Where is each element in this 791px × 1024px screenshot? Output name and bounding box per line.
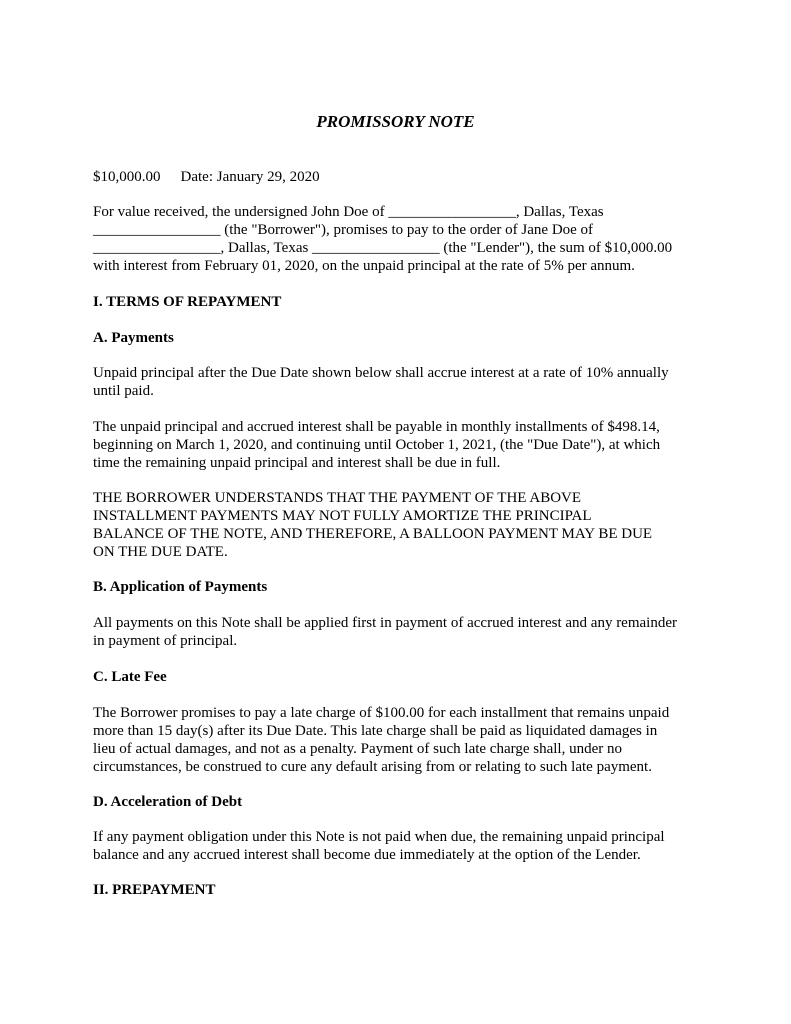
document-title: PROMISSORY NOTE [316, 112, 475, 131]
subheading-payments: A. Payments [93, 330, 174, 346]
payments-paragraph-3: THE BORROWER UNDERSTANDS THAT THE PAYMENT OF THE ABOVE INSTALLMENT PAYMENTS MAY NOT FULLY AMORTIZE THE PRINCIPAL BALANCE OF THE NOTE, AND THEREFORE, A BALLOON PAYMENT MAY BE DUE ON THE DUE DATE. [93, 490, 653, 560]
intro-paragraph: For value received, the undersigned John Doe of _________________, Dallas, Texas _________________ (the "Borrower"), promises to pay to the order of Jane Doe of _________________, Dallas, Texas _________________ (the "Lender"), the sum of $10,000.00 with interest from February 01, 2020, on the unpaid principal at the rate of 5% per annum. [93, 204, 673, 274]
amount-date-row [93, 168, 703, 186]
section-heading-prepayment: II. PREPAYMENT [93, 882, 216, 898]
subheading-acceleration: D. Acceleration of Debt [93, 794, 243, 810]
late-fee-paragraph: The Borrower promises to pay a late charge of $100.00 for each installment that remains unpaid more than 15 day(s) after its Due Date. This late charge shall be paid as liquidated damages in lieu of actual damages, and not as a penalty. Payment of such late charge shall, under no circumstances, be construed to cure any default arising from or relating to such late payment. [93, 705, 670, 775]
note-date: Date: January 29, 2020 [180, 169, 320, 185]
note-amount: $10,000.00 [93, 169, 161, 185]
payments-paragraph-1: Unpaid principal after the Due Date shown below shall accrue interest at a rate of 10% annually until paid. [93, 365, 669, 399]
payments-paragraph-2: The unpaid principal and accrued interest shall be payable in monthly installments of $498.14, beginning on March 1, 2020, and continuing until October 1, 2021, (the "Due Date"), at which time the remaining unpaid principal and interest shall be due in full. [93, 419, 661, 471]
application-paragraph: All payments on this Note shall be applied first in payment of accrued interest and any remainder in payment of principal. [93, 615, 677, 649]
acceleration-paragraph: If any payment obligation under this Note is not paid when due, the remaining unpaid principal balance and any accrued interest shall become due immediately at the option of the Lender. [93, 829, 665, 863]
section-heading-terms: I. TERMS OF REPAYMENT [93, 294, 282, 310]
subheading-late-fee: C. Late Fee [93, 669, 167, 685]
subheading-application: B. Application of Payments [93, 579, 268, 595]
